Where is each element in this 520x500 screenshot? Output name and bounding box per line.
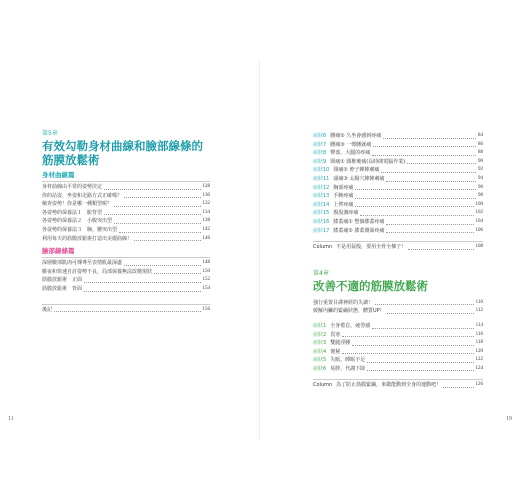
page-number-left: 11 bbox=[8, 416, 14, 422]
column-entry-2 bbox=[313, 379, 483, 390]
epilogue bbox=[42, 304, 210, 315]
divider bbox=[313, 241, 483, 242]
leader-dots bbox=[134, 240, 200, 241]
symptom-label: 症狀7 bbox=[313, 141, 327, 148]
symptom-label: 症狀6 bbox=[313, 365, 327, 372]
page-number-right: 19 bbox=[506, 416, 512, 422]
toc-row[interactable] bbox=[313, 175, 483, 184]
leader-dots bbox=[114, 206, 200, 207]
toc-page: 134 bbox=[202, 209, 210, 215]
toc-row[interactable] bbox=[313, 166, 483, 175]
toc-row[interactable] bbox=[42, 217, 210, 226]
toc-title: 手腕疼痛 bbox=[333, 193, 354, 200]
toc-row[interactable] bbox=[313, 243, 483, 252]
chapter-title bbox=[42, 139, 210, 167]
toc-row[interactable] bbox=[313, 348, 483, 357]
leader-dots bbox=[355, 189, 476, 190]
toc-title: 上臂疼痛 bbox=[333, 201, 354, 208]
symptom-label: 症狀4 bbox=[313, 348, 327, 355]
symptom-list-b bbox=[313, 322, 483, 374]
toc-page: 150 bbox=[202, 268, 210, 274]
toc-title: 強行重置目譯神經的失調！ bbox=[313, 299, 374, 306]
toc-page: 142 bbox=[202, 226, 210, 232]
leader-dots bbox=[372, 155, 476, 156]
toc-row[interactable] bbox=[313, 141, 483, 150]
column-entry-1 bbox=[313, 241, 483, 252]
leader-dots bbox=[360, 215, 473, 216]
toc-row[interactable] bbox=[42, 285, 210, 294]
toc-page: 104 bbox=[475, 218, 483, 224]
leader-dots bbox=[119, 232, 200, 233]
symptom-label: 症狀11 bbox=[313, 175, 330, 182]
toc-title: 全身倦怠，疲勞感 bbox=[330, 322, 371, 329]
toc-title: 臉夜和快速自討姿勢不良，局部保養無法改變現狀 bbox=[42, 268, 153, 275]
toc-row[interactable] bbox=[42, 226, 210, 235]
toc-title: 畏寒 bbox=[330, 331, 341, 338]
toc-page: 90 bbox=[478, 158, 483, 164]
toc-row[interactable] bbox=[42, 268, 210, 277]
symptom-label: 症狀13 bbox=[313, 193, 330, 200]
toc-page: 122 bbox=[475, 357, 483, 363]
divider bbox=[313, 379, 483, 380]
leader-dots bbox=[342, 353, 473, 354]
toc-title: 深層臉部肌肉可傳導至表情肌最深處 bbox=[42, 260, 123, 267]
leader-dots bbox=[355, 198, 476, 199]
leader-dots bbox=[381, 172, 476, 173]
symptom-label: 症狀12 bbox=[313, 184, 330, 191]
symptom-label: 症狀2 bbox=[313, 331, 327, 338]
toc-row[interactable] bbox=[42, 235, 210, 244]
leader-dots bbox=[386, 181, 476, 182]
leader-dots bbox=[355, 206, 473, 207]
toc-title: 不是用鼠般，要用全骨全棟子！ bbox=[336, 244, 407, 251]
toc-title: 腰痛③ 一彎腰就痛 bbox=[330, 141, 372, 148]
toc-row[interactable] bbox=[42, 183, 210, 192]
toc-title: 腹股溝疼痛 bbox=[333, 210, 359, 217]
toc-title: 為了防止筋膜緊繃，來做能動到全身的運動吧！ bbox=[336, 382, 442, 389]
toc-title: 易胖、代謝下降 bbox=[330, 365, 366, 372]
toc-row[interactable] bbox=[313, 322, 483, 331]
divider bbox=[42, 304, 210, 305]
toc-page: 98 bbox=[478, 193, 483, 199]
toc-page: 88 bbox=[478, 150, 483, 156]
toc-page: 130 bbox=[202, 192, 210, 198]
toc-page: 152 bbox=[202, 277, 210, 283]
leader-dots bbox=[114, 223, 200, 224]
toc-title: 緩解內臟的緊繃狀態，體質UP！ bbox=[313, 308, 385, 315]
symptom-label: 症狀16 bbox=[313, 218, 330, 225]
toc-title: 腰痛② 久坐會感到疼痛 bbox=[330, 133, 382, 139]
symptom-label: 症狀14 bbox=[313, 201, 330, 208]
toc-page: 126 bbox=[475, 382, 483, 388]
toc-page: 86 bbox=[478, 141, 483, 147]
divider bbox=[42, 181, 210, 182]
toc-row[interactable] bbox=[313, 339, 483, 348]
toc-page: 120 bbox=[475, 348, 483, 354]
toc-title: 你的站姿、坐姿和走路方式正確嗎？ bbox=[42, 192, 123, 199]
toc-page: 112 bbox=[475, 308, 483, 314]
toc-page: 118 bbox=[475, 340, 483, 346]
toc-row[interactable] bbox=[313, 331, 483, 340]
section-heading: 臉部線條篇 bbox=[42, 247, 75, 256]
toc-title: 膝蓋痛① 整個膝蓋疼痛 bbox=[333, 218, 385, 225]
toc-page: 156 bbox=[202, 306, 210, 312]
toc-page: 106 bbox=[475, 227, 483, 233]
toc-row[interactable] bbox=[42, 259, 210, 268]
toc-title: 膝蓋痛② 膝蓋側面疼痛 bbox=[333, 227, 385, 234]
toc-row[interactable] bbox=[313, 381, 483, 390]
column-label: Column bbox=[313, 382, 333, 389]
toc-page: 128 bbox=[202, 184, 210, 189]
chapter-title-line2: 筋膜放鬆術 bbox=[42, 153, 100, 167]
toc-row[interactable] bbox=[42, 306, 210, 315]
toc-page: 84 bbox=[478, 133, 483, 138]
toc-title: 失眠，睡眠不足 bbox=[330, 357, 366, 364]
leader-dots bbox=[154, 273, 200, 274]
toc-title: 筋膜放鬆術 正面 bbox=[42, 277, 83, 284]
toc-page: 110 bbox=[475, 299, 483, 305]
symptom-label: 症狀10 bbox=[313, 167, 330, 174]
toc-title: 後記 bbox=[42, 306, 53, 313]
chapter-label: 第4章 bbox=[313, 269, 329, 277]
leader-dots bbox=[124, 197, 200, 198]
toc-page: 114 bbox=[475, 322, 483, 328]
toc-page: 94 bbox=[478, 175, 483, 181]
toc-row[interactable] bbox=[313, 192, 483, 201]
leader-dots bbox=[352, 345, 473, 346]
leader-dots bbox=[375, 304, 474, 305]
symptom-list-a bbox=[313, 132, 483, 235]
gutter bbox=[259, 60, 260, 440]
toc-row[interactable] bbox=[313, 209, 483, 218]
toc-page: 102 bbox=[475, 210, 483, 216]
toc-page: 138 bbox=[202, 218, 210, 224]
toc-title: 便秘 bbox=[330, 348, 341, 355]
chapter-title: 改善不適的筋膜放鬆術 bbox=[313, 278, 428, 293]
leader-dots bbox=[443, 387, 473, 388]
toc-title: 筋膜放鬆術 背面 bbox=[42, 285, 83, 292]
leader-dots bbox=[372, 328, 473, 329]
leader-dots bbox=[84, 291, 200, 292]
leader-dots bbox=[342, 336, 473, 337]
symptom-label: 症狀6 bbox=[313, 133, 327, 139]
toc-title: 各姿勢的保養法２ 小腹突出型 bbox=[42, 218, 113, 225]
toc-title: 利用每天的筋膜放鬆術打造出美麗曲線！ bbox=[42, 235, 133, 242]
toc-row[interactable] bbox=[313, 132, 483, 141]
leader-dots bbox=[386, 232, 473, 233]
toc-title: 雙腿浮腫 bbox=[330, 340, 351, 347]
toc-page: 96 bbox=[478, 184, 483, 190]
leader-dots bbox=[124, 265, 200, 266]
chapter-title-line1: 有效勾勒身材曲線和臉部線條的 bbox=[42, 139, 203, 153]
toc-title: 胸部疼痛 bbox=[333, 184, 354, 191]
column-label: Column bbox=[313, 244, 333, 251]
toc-row[interactable] bbox=[313, 299, 483, 308]
toc-page: 100 bbox=[475, 201, 483, 207]
leader-dots bbox=[408, 249, 473, 250]
toc-title: 頸痛① 頸椎痠痛(長時間電腦作業) bbox=[330, 158, 406, 165]
toc-title: 頭痛③ 太陽穴陣陣刺痛 bbox=[333, 175, 385, 182]
section-face-line bbox=[42, 247, 210, 293]
symptom-label: 症狀9 bbox=[313, 158, 327, 165]
toc-title: 各姿勢的保養法３ 胸、腰突出型 bbox=[42, 226, 118, 233]
toc-row[interactable] bbox=[313, 356, 483, 365]
symptom-label: 症狀1 bbox=[313, 322, 327, 329]
leader-dots bbox=[54, 311, 200, 312]
leader-dots bbox=[386, 224, 473, 225]
toc-title: 頸痛② 脖子陣陣刺痛 bbox=[333, 167, 380, 174]
symptom-label: 症狀8 bbox=[313, 150, 327, 157]
toc-page: 108 bbox=[475, 244, 483, 250]
toc-page: 116 bbox=[475, 331, 483, 337]
toc-row[interactable] bbox=[313, 158, 483, 167]
right-page-contents bbox=[313, 132, 483, 390]
section-heading: 身材曲線篇 bbox=[42, 171, 75, 179]
toc-row[interactable] bbox=[42, 192, 210, 201]
leader-dots bbox=[367, 362, 473, 363]
toc-page: 132 bbox=[202, 201, 210, 207]
toc-row[interactable] bbox=[313, 184, 483, 193]
toc-row[interactable] bbox=[313, 149, 483, 158]
toc-page: 154 bbox=[202, 285, 210, 291]
toc-row[interactable] bbox=[313, 218, 483, 227]
leader-dots bbox=[373, 146, 476, 147]
leader-dots bbox=[84, 282, 200, 283]
section-body-line bbox=[42, 171, 210, 243]
toc-page: 92 bbox=[478, 167, 483, 173]
leader-dots bbox=[104, 189, 200, 190]
chapter-label: 第5章 bbox=[42, 130, 58, 137]
toc-title: 臀部、大腿的疼痛 bbox=[330, 150, 371, 157]
leader-dots bbox=[383, 138, 476, 139]
symptom-label: 症狀5 bbox=[313, 357, 327, 364]
symptom-label: 症狀17 bbox=[313, 227, 330, 234]
leader-dots bbox=[387, 313, 474, 314]
toc-row[interactable] bbox=[42, 276, 210, 285]
symptom-label: 症狀3 bbox=[313, 340, 327, 347]
leader-dots bbox=[367, 370, 473, 371]
toc-title: 各姿勢的保養法１ 駝背型 bbox=[42, 209, 103, 216]
symptom-label: 症狀15 bbox=[313, 210, 330, 217]
toc-title: 身材曲線由平常的姿勢決定 bbox=[42, 184, 103, 190]
chapter-4 bbox=[313, 270, 483, 374]
toc-page: 124 bbox=[475, 365, 483, 371]
toc-row[interactable] bbox=[42, 200, 210, 209]
leader-dots bbox=[407, 163, 476, 164]
left-page-contents bbox=[42, 130, 210, 314]
toc-row[interactable] bbox=[313, 227, 483, 236]
toc-row[interactable] bbox=[313, 201, 483, 210]
toc-page: 146 bbox=[202, 235, 210, 241]
leader-dots bbox=[104, 214, 200, 215]
toc-page: 148 bbox=[202, 260, 210, 266]
divider bbox=[42, 257, 210, 258]
toc-row[interactable] bbox=[42, 209, 210, 218]
toc-row[interactable] bbox=[313, 307, 483, 316]
toc-row[interactable] bbox=[313, 365, 483, 374]
toc-title: 檢查姿勢！你是哪一種類型呢？ bbox=[42, 201, 113, 208]
